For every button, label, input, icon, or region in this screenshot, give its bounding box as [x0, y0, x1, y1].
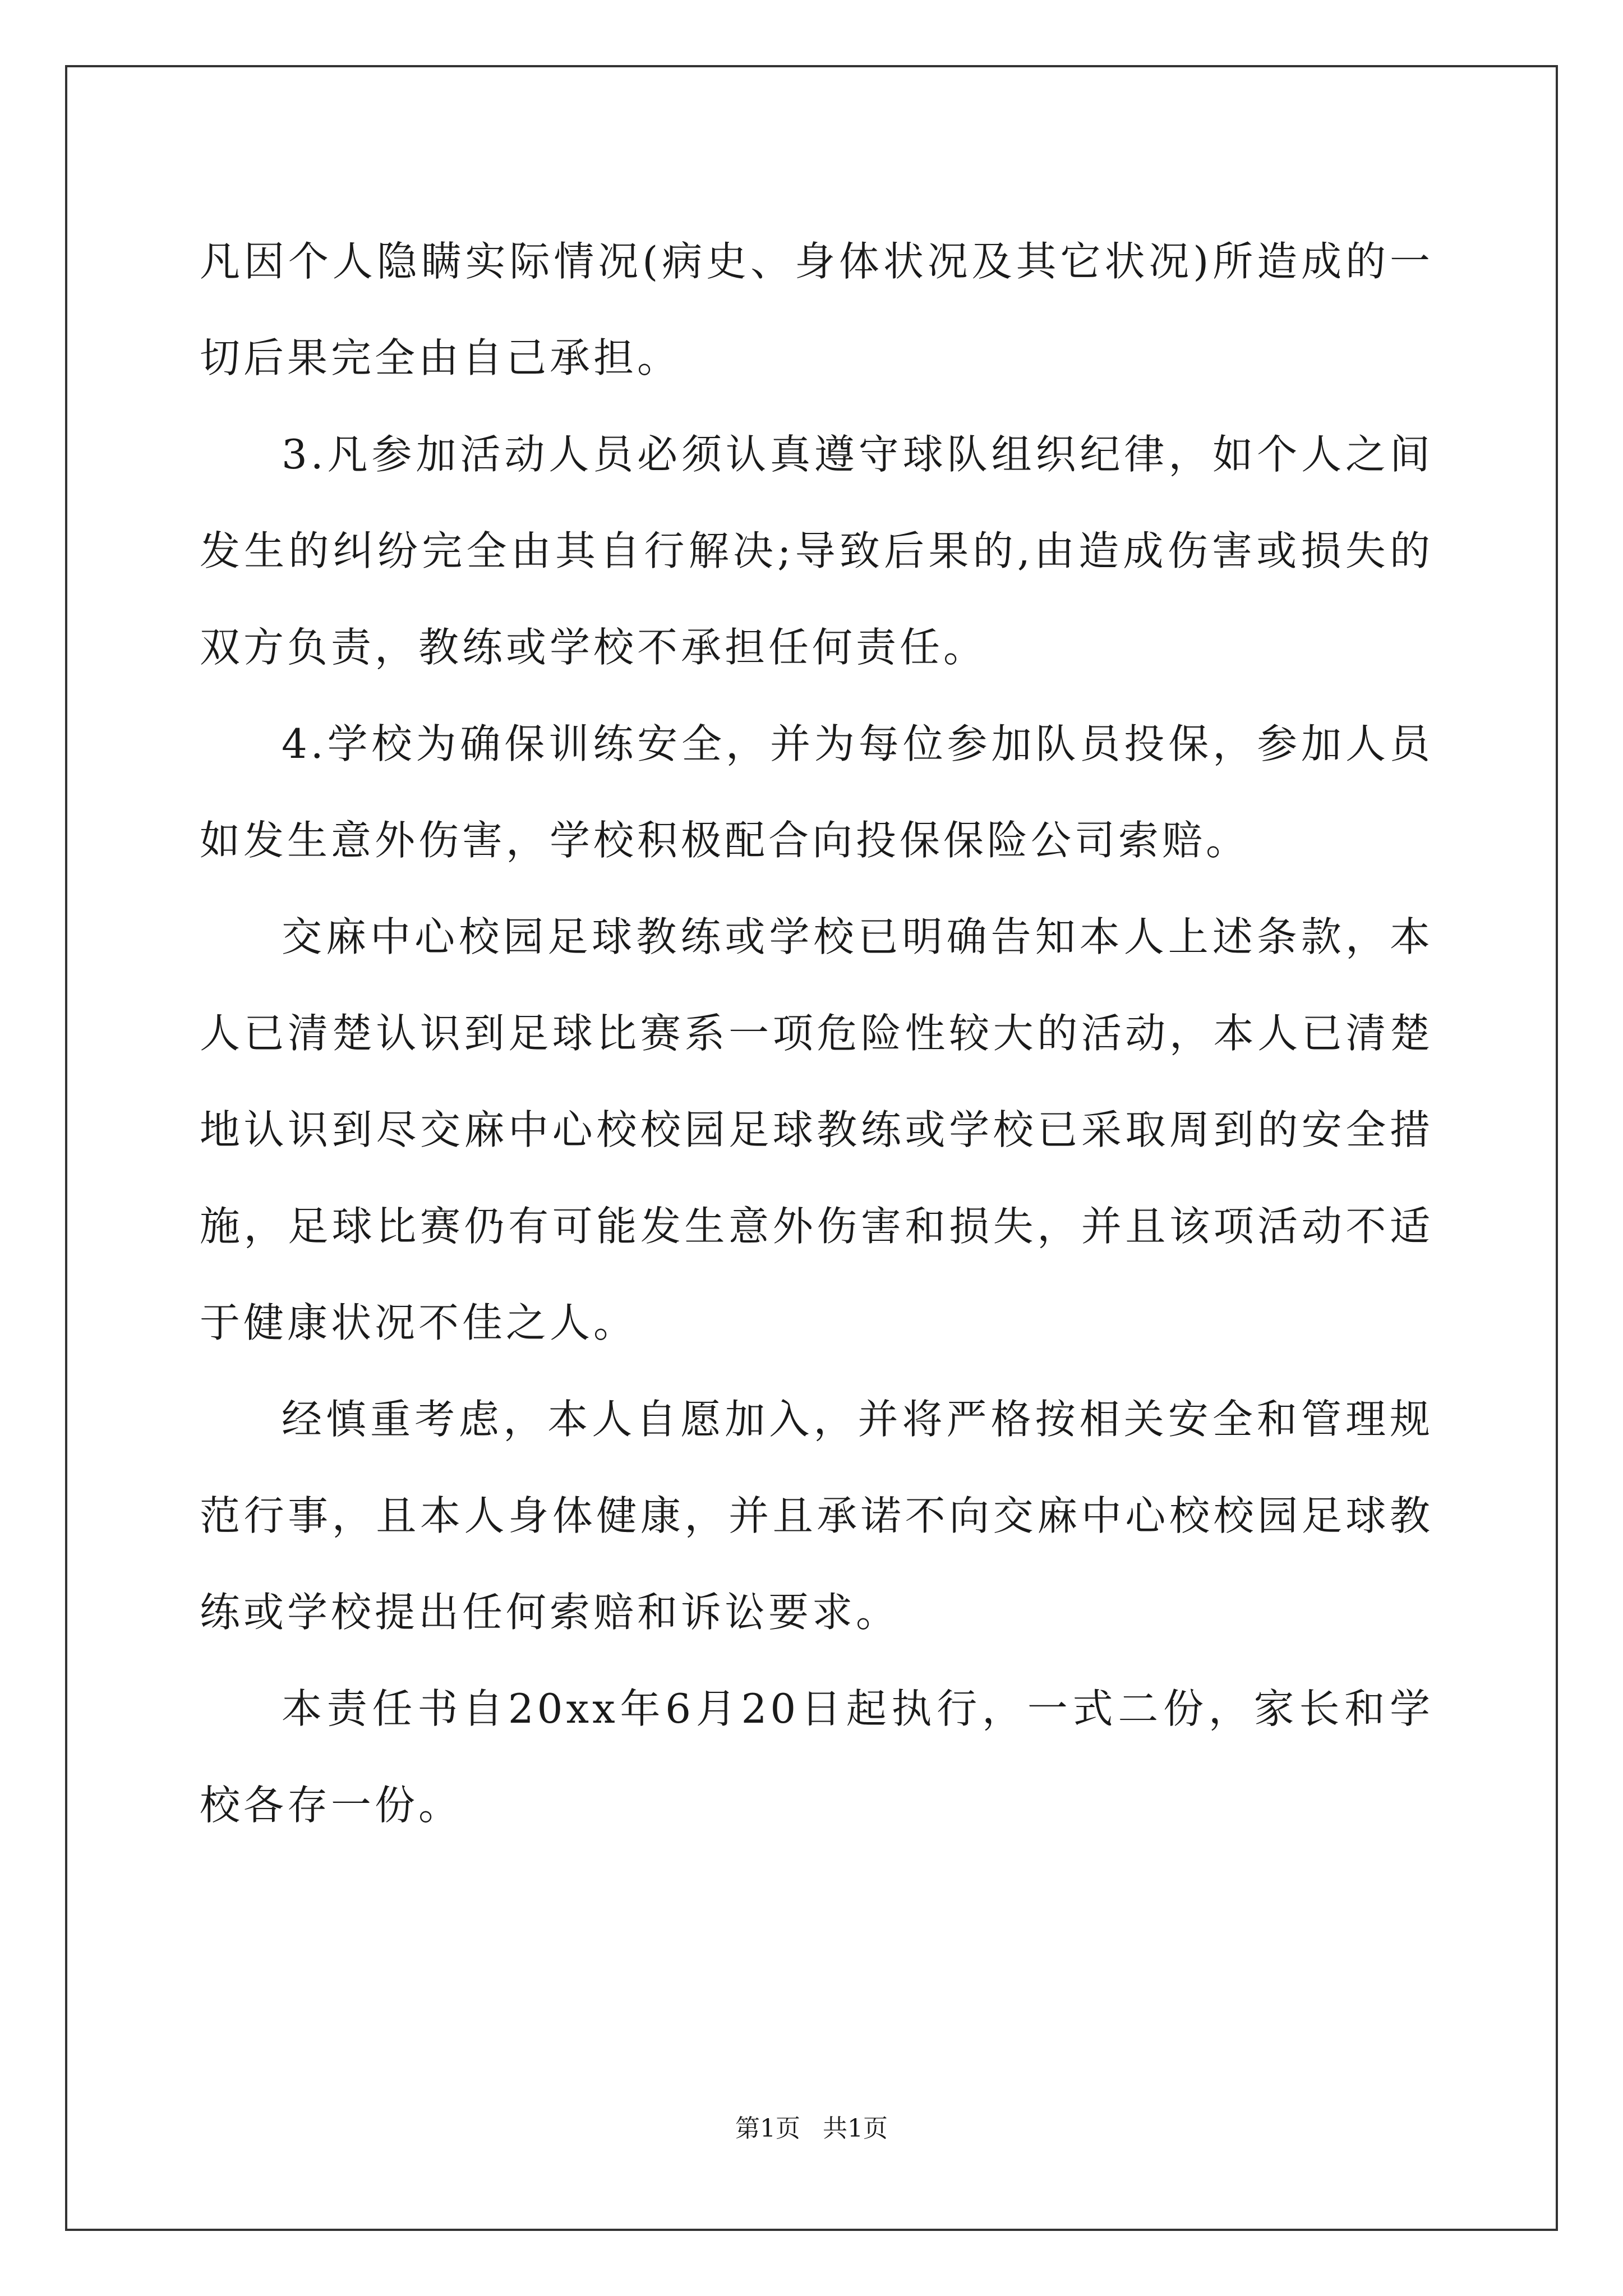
- paragraph-clause-3: 3.凡参加活动人员必须认真遵守球队组织纪律，如个人之间发生的纠纷完全由其自行解决;导致后果的,由造成伤害或损失的双方负责，教练或学校不承担任何责任。: [200, 431, 1433, 671]
- page-footer: [0, 2112, 1623, 2146]
- paragraph-clause-4: 4.学校为确保训练安全，并为每位参加队员投保，参加人员如发生意外伤害，学校积极配合向投保保险公司索赔。: [200, 720, 1433, 864]
- paragraph-acknowledgement: 交麻中心校园足球教练或学校已明确告知本人上述条款，本人已清楚认识到足球比赛系一项危险性较大的活动，本人已清楚地认识到尽交麻中心校校园足球教练或学校已采取周到的安全措施，足球比赛仍有可能发生意外伤害和损失，并且该项活动不适于健康状况不佳之人。: [200, 913, 1433, 1346]
- paragraph-effective-date: 本责任书自20xx年6月20日起执行，一式二份，家长和学校各存一份。: [200, 1685, 1433, 1829]
- paragraph-continuation: 凡因个人隐瞒实际情况(病史、身体状况及其它状况)所造成的一切后果完全由自己承担。: [200, 238, 1433, 381]
- paragraph-commitment: 经慎重考虑，本人自愿加入，并将严格按相关安全和管理规范行事，且本人身体健康，并且承诺不向交麻中心校校园足球教练或学校提出任何索赔和诉讼要求。: [200, 1396, 1433, 1636]
- document-body: [200, 213, 1433, 1853]
- page-total: 共1页: [823, 2114, 888, 2143]
- page-number: 第1页: [735, 2114, 800, 2143]
